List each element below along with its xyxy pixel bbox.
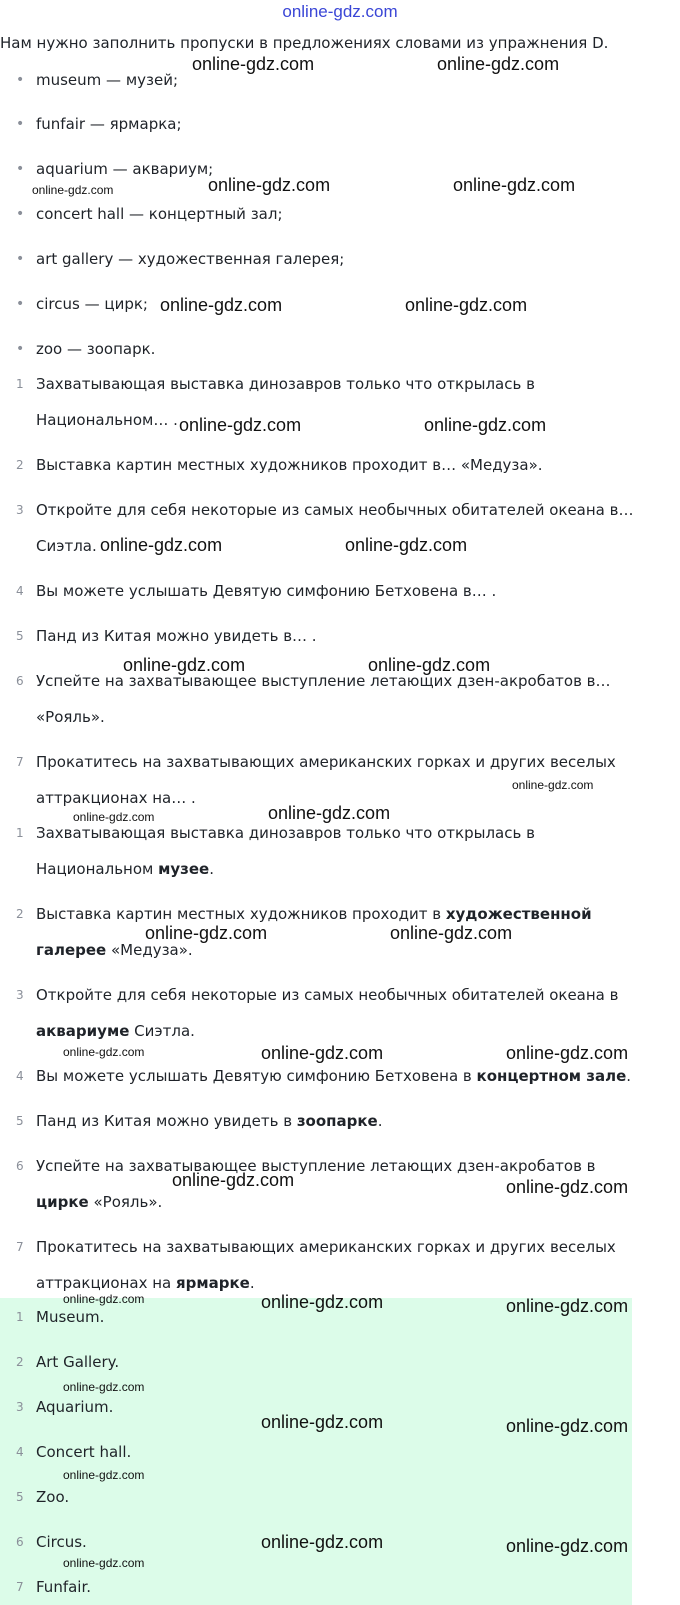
watermark: online-gdz.com: [63, 1468, 145, 1482]
watermark: online-gdz.com: [437, 54, 560, 74]
watermark: online-gdz.com: [261, 1412, 384, 1432]
answer-word: цирке: [36, 1193, 89, 1211]
watermark: online-gdz.com: [506, 1416, 629, 1436]
answer-word: художественной: [445, 905, 592, 923]
watermark: online-gdz.com: [368, 655, 491, 675]
watermark: online-gdz.com: [208, 175, 331, 195]
answer-word: ярмарке: [176, 1274, 250, 1292]
watermark: online-gdz.com: [123, 655, 246, 675]
bullet-icon: •: [16, 116, 25, 132]
watermark: online-gdz.com: [32, 183, 114, 197]
site-header-link[interactable]: online-gdz.com: [282, 2, 398, 21]
watermark: online-gdz.com: [390, 923, 513, 943]
answer-word: зоопарке: [296, 1112, 378, 1130]
watermark: online-gdz.com: [63, 1556, 145, 1570]
watermark: online-gdz.com: [192, 54, 315, 74]
watermark: online-gdz.com: [506, 1043, 629, 1063]
watermark: online-gdz.com: [73, 810, 155, 824]
watermark: online-gdz.com: [506, 1296, 629, 1316]
watermark: online-gdz.com: [261, 1292, 384, 1312]
intro-text: Нам нужно заполнить пропуски в предложениях словами из упражнения D.: [0, 34, 609, 52]
bullet-icon: •: [16, 206, 25, 222]
bullet-icon: •: [16, 251, 25, 267]
watermark: online-gdz.com: [63, 1380, 145, 1394]
answer-word: галерее: [36, 941, 107, 959]
watermark: online-gdz.com: [453, 175, 576, 195]
watermark: online-gdz.com: [179, 415, 302, 435]
watermark: online-gdz.com: [261, 1532, 384, 1552]
watermark: online-gdz.com: [145, 923, 268, 943]
answer-word: музее: [158, 860, 210, 878]
watermark: online-gdz.com: [506, 1536, 629, 1556]
bullet-icon: •: [16, 341, 25, 357]
watermark: online-gdz.com: [405, 295, 528, 315]
watermark: online-gdz.com: [63, 1045, 145, 1059]
watermark: online-gdz.com: [63, 1292, 145, 1306]
bullet-icon: •: [16, 296, 25, 312]
watermark: online-gdz.com: [100, 535, 223, 555]
watermark: online-gdz.com: [268, 803, 391, 823]
watermark: online-gdz.com: [512, 778, 594, 792]
watermark: online-gdz.com: [345, 535, 468, 555]
answer-word: аквариуме: [36, 1022, 130, 1040]
answer-word: концертном зале: [476, 1067, 627, 1085]
watermark: online-gdz.com: [424, 415, 547, 435]
watermark: online-gdz.com: [172, 1170, 295, 1190]
watermark: online-gdz.com: [160, 295, 283, 315]
watermark: online-gdz.com: [261, 1043, 384, 1063]
bullet-icon: •: [16, 161, 25, 177]
bullet-icon: •: [16, 72, 25, 88]
watermark: online-gdz.com: [506, 1177, 629, 1197]
